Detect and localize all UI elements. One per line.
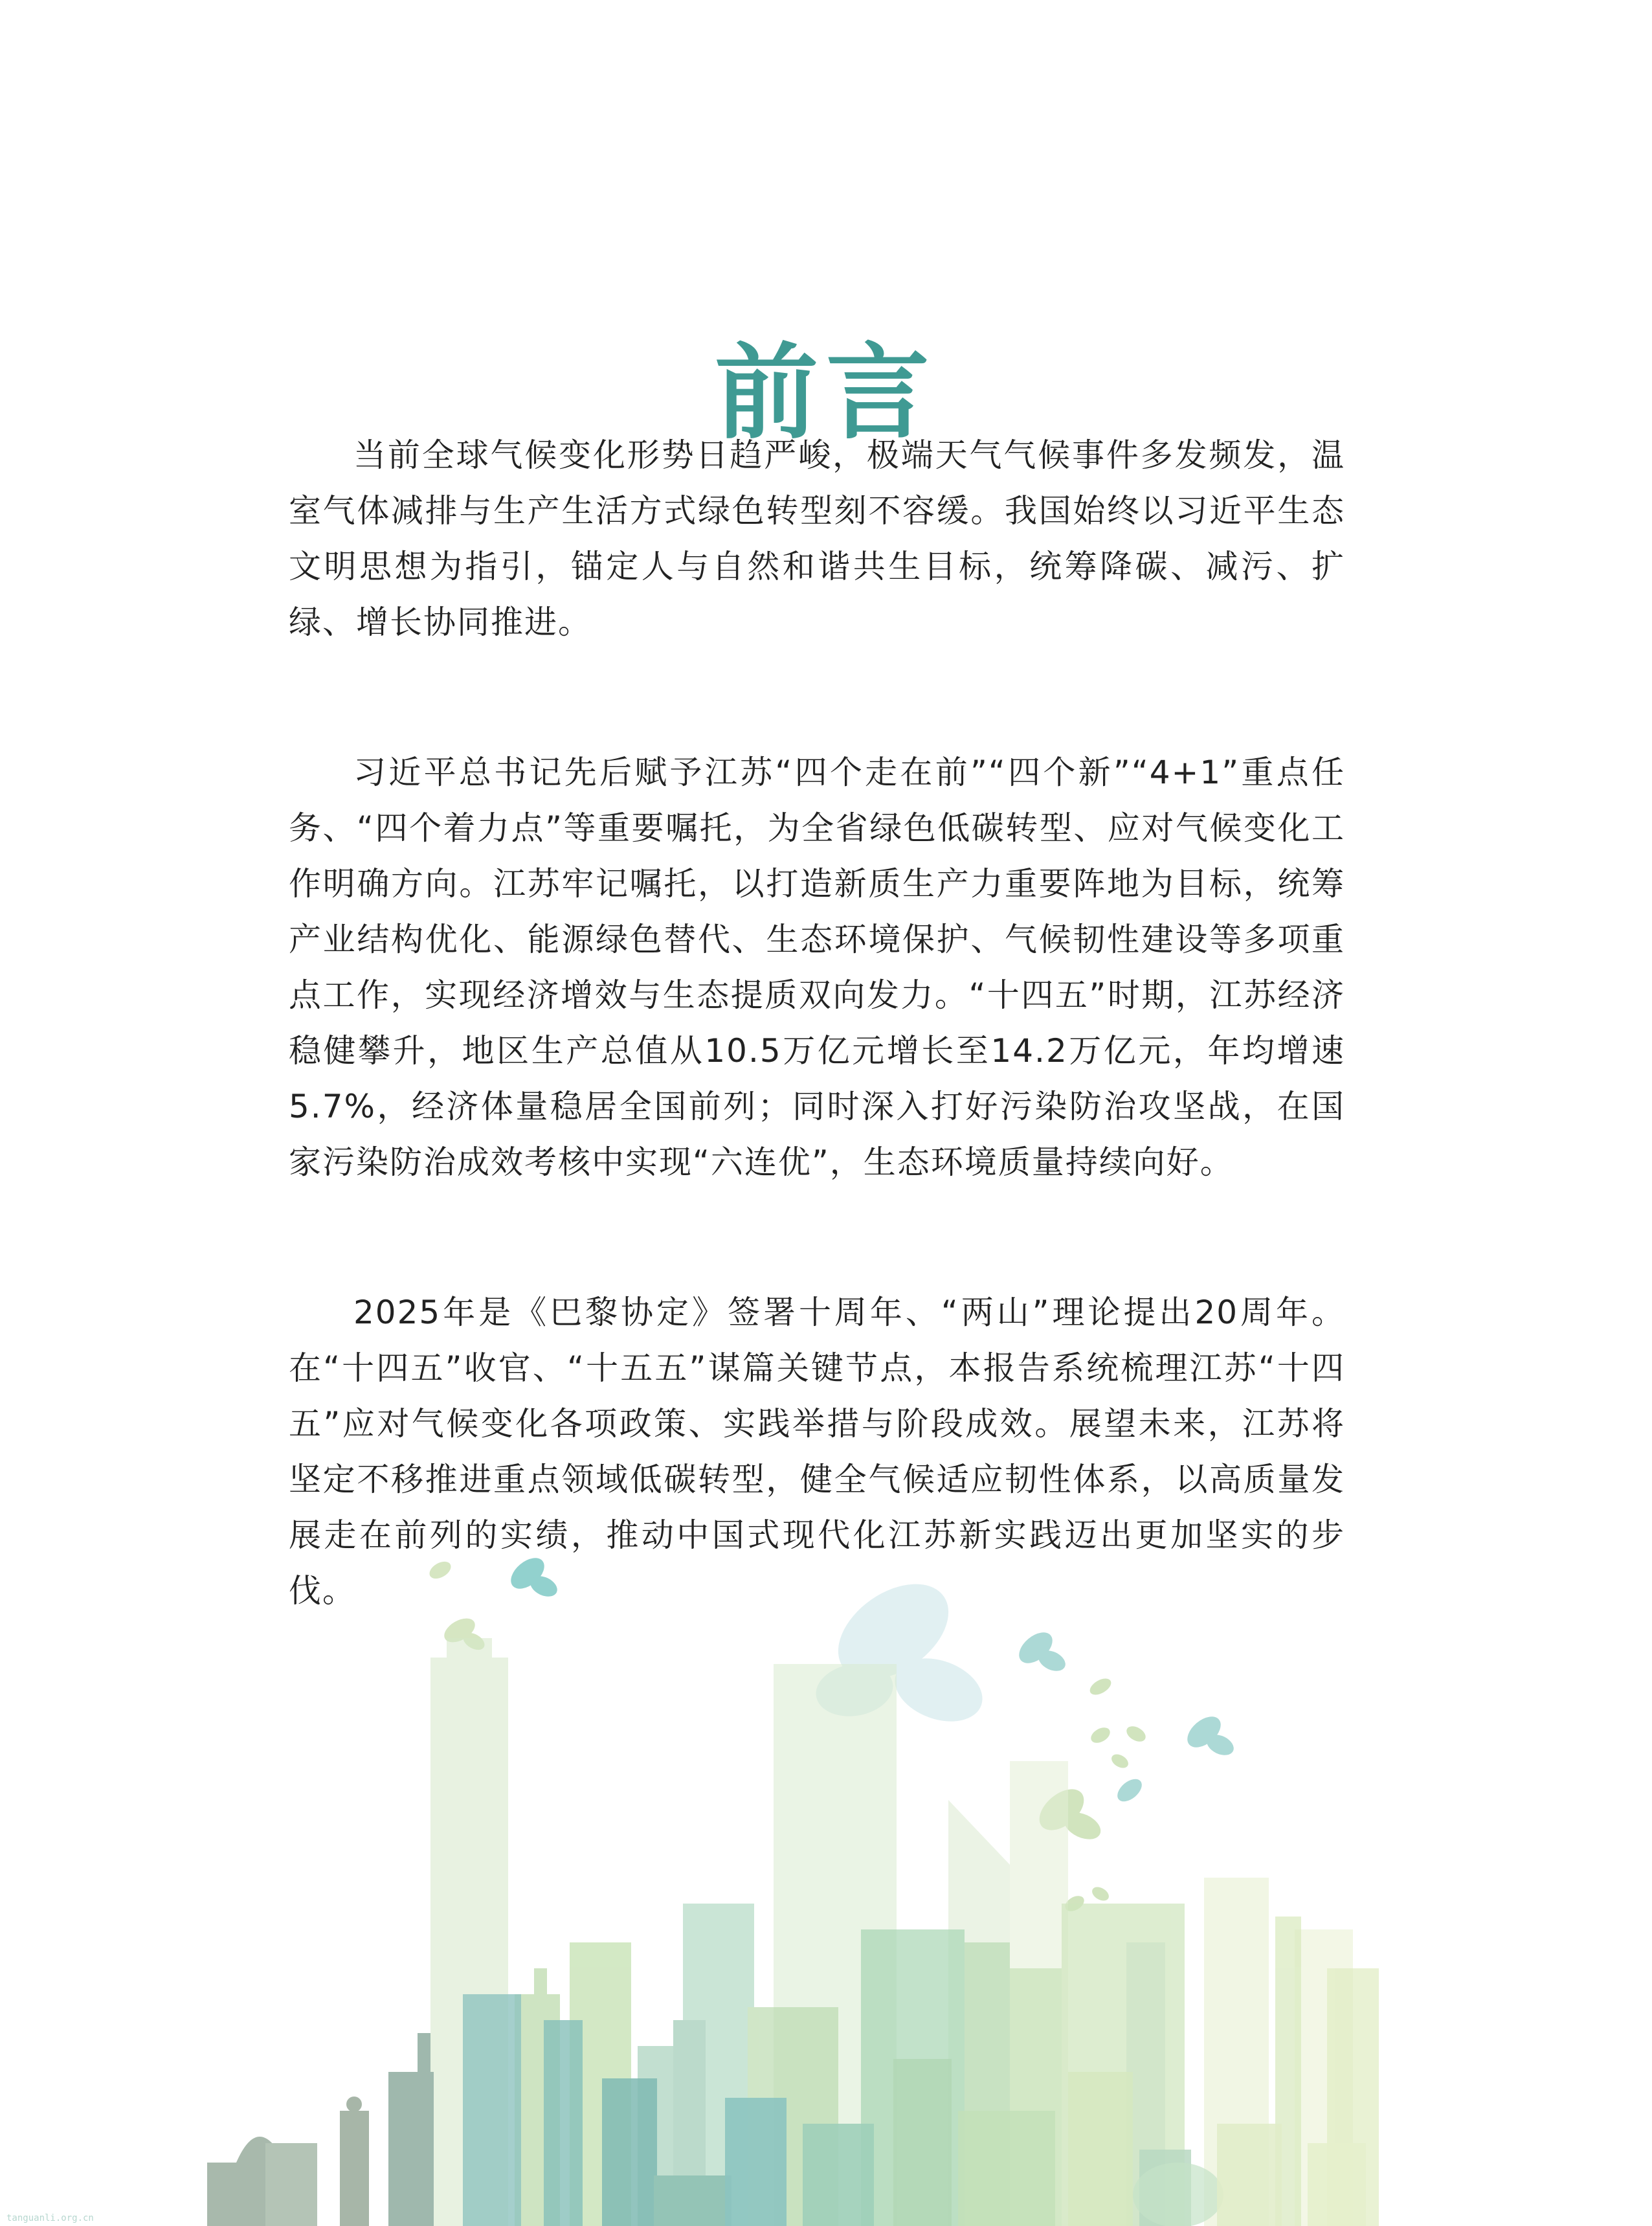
paragraph-2: 习近平总书记先后赋予江苏“四个走在前”“四个新”“4+1”重点任务、“四个着力点”等重要嘱托，为全省绿色低碳转型、应对气候变化工作明确方向。江苏牢记嘱托，以打造新质生产力重要阵地为目标，统筹产业结构优化、能源绿色替代、生态环境保护、气候韧性建设等多项重点工作，实现经济增效与生态提质双向发力。“十四五”时期，江苏经济稳健攀升，地区生产总值从10.5万亿元增长至14.2万亿元，年均增速5.7%，经济体量稳居全国前列；同时深入打好污染防治攻坚战，在国家污染防治成效考核中实现“六连优”，生态环境质量持续向好。 — [289, 754, 1345, 1181]
city-skyline-illustration — [0, 1541, 1652, 2226]
paragraph-1: 当前全球气候变化形势日趋严峻，极端天气气候事件多发频发，温室气体减排与生产生活方式绿色转型刻不容缓。我国始终以习近平生态文明思想为指引，锚定人与自然和谐共生目标，统筹降碳、减污、扩绿、增长协同推进。 — [289, 436, 1345, 641]
footer-url: tanguanli.org.cn — [6, 2213, 94, 2223]
butterfly-small-icon — [505, 1552, 560, 1601]
preface-body — [289, 427, 1345, 1619]
page-title: 前言 — [714, 332, 937, 454]
paragraph-3: 2025年是《巴黎协定》签署十周年、“两山”理论提出20周年。在“十四五”收官、“十五五”谋篇关键节点，本报告系统梳理江苏“十四五”应对气候变化各项政策、实践举措与阶段成效。展望未来，江苏将坚定不移推进重点领域低碳转型，健全气候适应韧性体系，以高质量发展走在前列的实绩，推动中国式现代化江苏新实践迈出更加坚实的步伐。 — [289, 1294, 1345, 1610]
